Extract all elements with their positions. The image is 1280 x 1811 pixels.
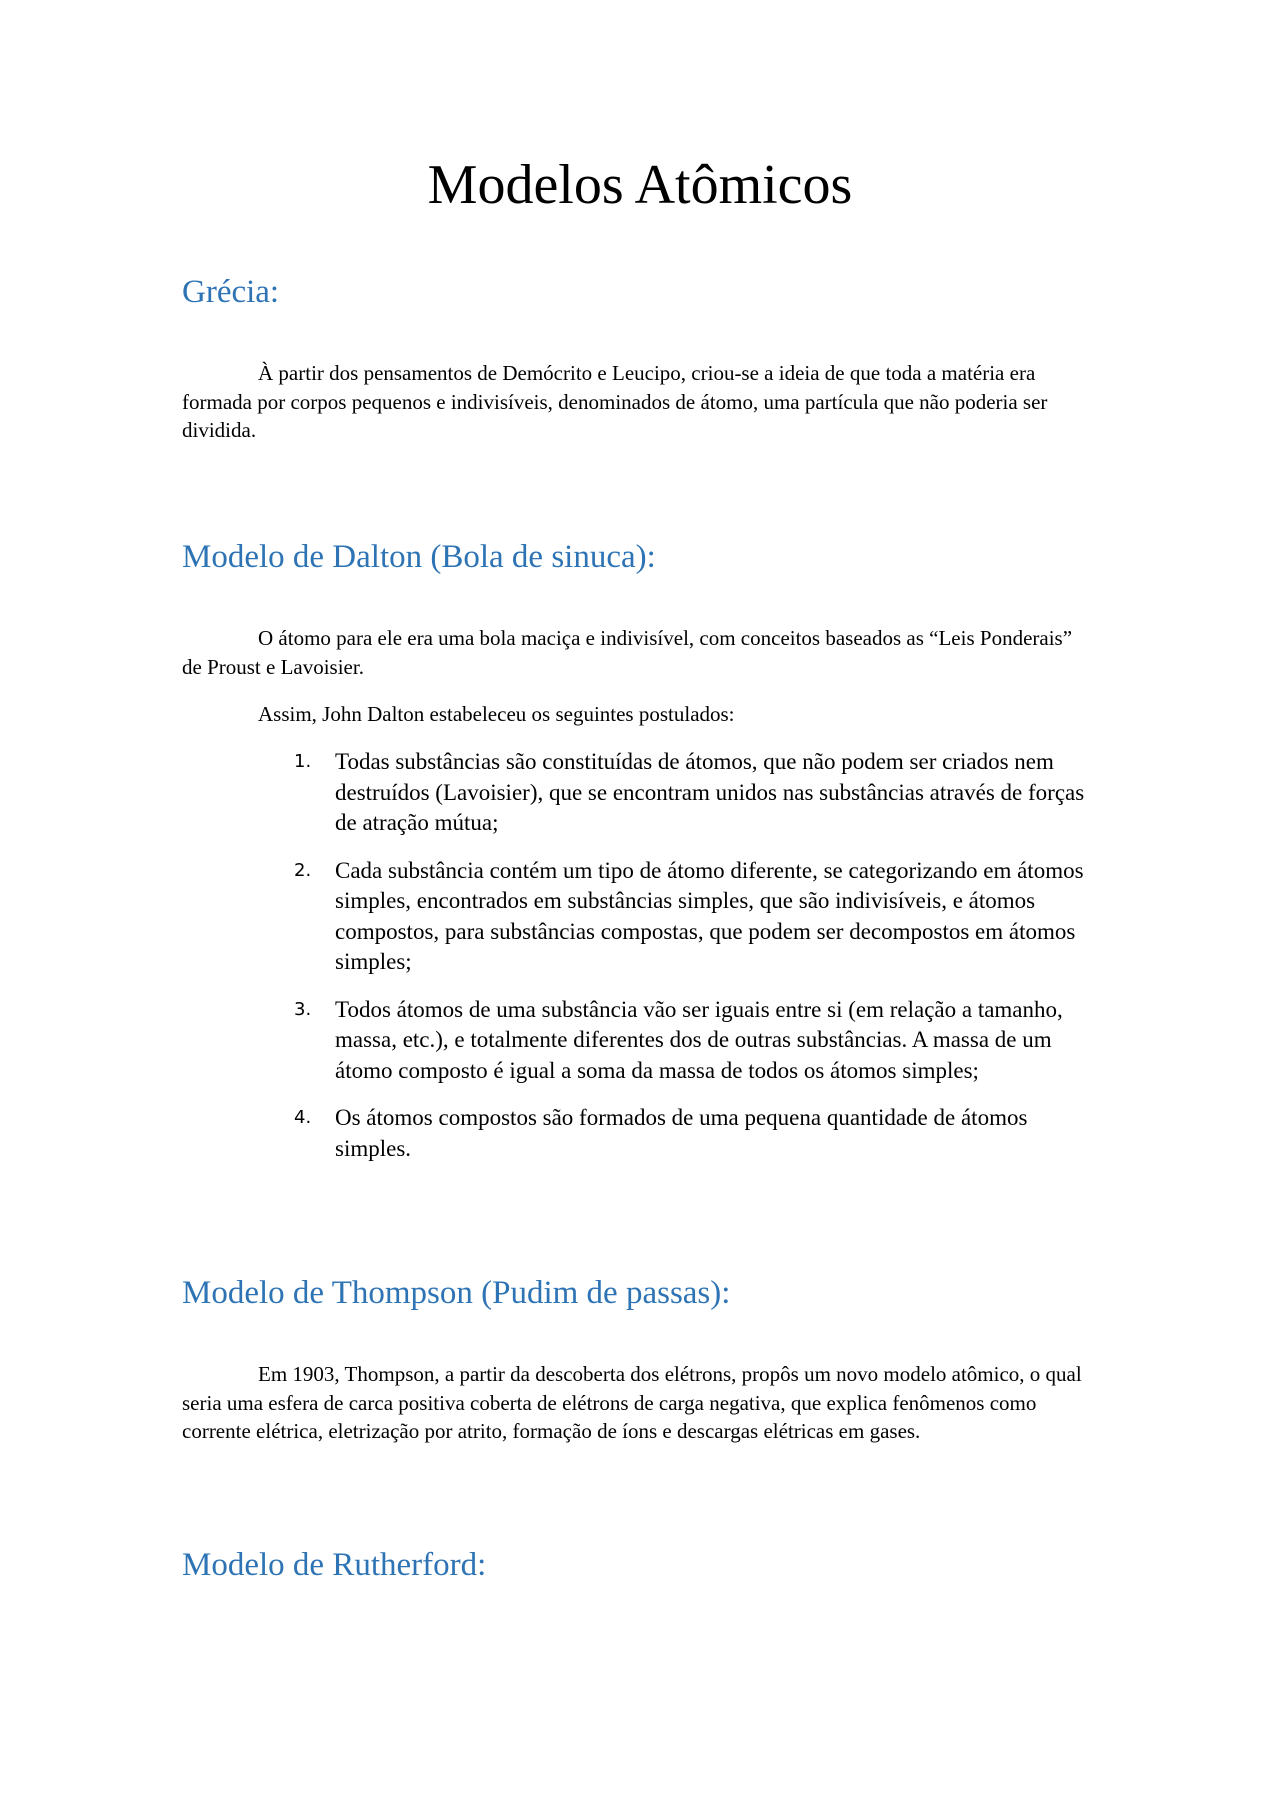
paragraph-grecia: À partir dos pensamentos de Demócrito e Leucipo, criou-se a ideia de que toda a matéria era formada por corpos pequenos e indivisíveis, denominados de átomo, uma partícula que não poderia ser dividida. — [182, 361, 1048, 442]
list-item — [258, 747, 1098, 839]
paragraph-thompson: Em 1903, Thompson, a partir da descoberta dos elétrons, propôs um novo modelo atômico, o qual seria uma esfera de carca positiva coberta de elétrons de carga negativa, que explica fenômenos como corrente elétrica, eletrização por atrito, formação de íons e descargas elétricas em gases. — [182, 1362, 1082, 1443]
page-title: Modelos Atômicos — [427, 154, 853, 216]
paragraph-dalton-1: O átomo para ele era uma bola maciça e indivisível, com conceitos baseados as “Leis Ponderais” de Proust e Lavoisier. — [182, 626, 1073, 679]
section-heading-dalton: Modelo de Dalton (Bola de sinuca): — [182, 539, 656, 575]
list-item-text: Todos átomos de uma substância vão ser iguais entre si (em relação a tamanho, massa, etc.), e totalmente diferentes dos de outras substâncias. A massa de um átomo composto é igual a soma da massa de todos os átomos simples; — [335, 996, 1063, 1083]
list-number: 4. — [294, 1107, 312, 1128]
list-item-text: Cada substância contém um tipo de átomo diferente, se categorizando em átomos simples, encontrados em substâncias simples, que são indivisíveis, e átomos compostos, para substâncias compostas, que podem ser decompostos em átomos simples; — [335, 857, 1084, 974]
list-item-text: Os átomos compostos são formados de uma pequena quantidade de átomos simples. — [335, 1105, 1028, 1161]
list-number: 1. — [294, 751, 312, 772]
list-item — [258, 1103, 1098, 1164]
section-heading-rutherford: Modelo de Rutherford: — [182, 1547, 487, 1583]
list-item — [258, 995, 1098, 1087]
paragraph-dalton-2: Assim, John Dalton estabeleceu os seguintes postulados: — [258, 702, 735, 726]
list-number: 2. — [294, 859, 312, 881]
list-number: 3. — [294, 998, 312, 1020]
postulates-list — [258, 747, 1098, 1181]
list-item-text: Todas substâncias são constituídas de átomos, que não podem ser criados nem destruídos (Lavoisier), que se encontram unidos nas substâncias através de forças de atração mútua; — [335, 749, 1085, 835]
section-heading-grecia: Grécia: — [182, 274, 280, 310]
list-item — [258, 856, 1098, 978]
section-heading-thompson: Modelo de Thompson (Pudim de passas): — [182, 1275, 731, 1311]
